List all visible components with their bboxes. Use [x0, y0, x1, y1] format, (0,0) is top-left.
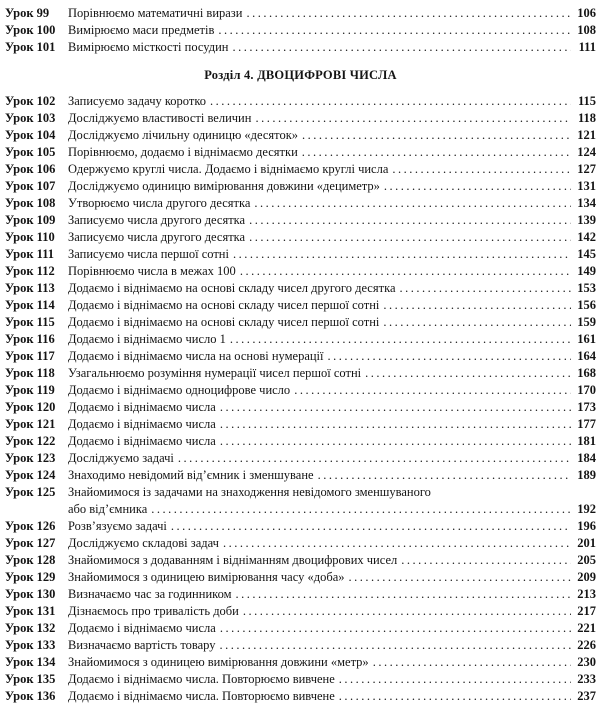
lesson-title: Додаємо і віднімаємо на основі складу чисел другого десятка: [68, 281, 396, 295]
lesson-number: Урок 112: [5, 264, 55, 278]
dot-leader: [254, 195, 571, 212]
toc-entry: [5, 263, 596, 280]
lesson-number: Урок 119: [5, 383, 55, 397]
lesson-title: Знайомимося з одиницею вимірювання довжини «метр»: [68, 655, 369, 669]
lesson-number: Урок 110: [5, 230, 55, 244]
lesson-title: Записуємо задачу коротко: [68, 94, 207, 108]
lesson-number: Урок 122: [5, 434, 56, 448]
toc-entry: [5, 5, 596, 22]
lesson-number: Урок 101: [5, 40, 56, 54]
lesson-title: Порівнюємо математичні вирази: [68, 6, 243, 20]
page-number: 161: [577, 332, 596, 346]
lesson-title: Досліджуємо одиницю вимірювання довжини «дециметр»: [68, 179, 380, 193]
lesson-title: Досліджуємо задачі: [68, 451, 174, 465]
toc-entry: [5, 620, 596, 637]
lesson-title: Записуємо числа першої сотні: [68, 247, 229, 261]
lesson-number: Урок 129: [5, 570, 56, 584]
toc-entry: [5, 552, 596, 569]
page-number: 217: [577, 604, 596, 618]
toc-entry: [5, 314, 596, 331]
page-number: 184: [577, 451, 596, 465]
toc-entry: [5, 110, 596, 127]
lesson-title: Знаходимо невідомий від’ємник і зменшуване: [68, 468, 314, 482]
toc-list-top: [5, 5, 596, 56]
dot-leader: [373, 654, 571, 671]
lesson-number: Урок 99: [5, 6, 50, 20]
toc-list-main: [5, 93, 596, 705]
page-number: 213: [577, 587, 596, 601]
lesson-title: Вимірюємо місткості посудин: [68, 40, 229, 54]
page-number: 127: [577, 162, 596, 176]
lesson-title: Записуємо числа другого десятка: [68, 213, 246, 227]
dot-leader: [220, 433, 571, 450]
lesson-number: Урок 136: [5, 689, 56, 703]
lesson-number: Урок 132: [5, 621, 56, 635]
page-number: 189: [577, 468, 596, 482]
lesson-title: Розв’язуємо задачі: [68, 519, 167, 533]
page-number: 156: [577, 298, 596, 312]
lesson-title: Визначаємо час за годинником: [68, 587, 232, 601]
lesson-number: Урок 135: [5, 672, 56, 686]
page-number: 131: [577, 179, 596, 193]
toc-entry: [5, 484, 596, 518]
toc-entry: [5, 671, 596, 688]
page-number: 149: [577, 264, 596, 278]
page-number: 237: [577, 689, 596, 703]
page-number: 115: [577, 94, 596, 108]
page-number: 192: [577, 502, 596, 516]
lesson-number: Урок 127: [5, 536, 56, 550]
lesson-number: Урок 128: [5, 553, 56, 567]
dot-leader: [392, 161, 571, 178]
dot-leader: [236, 586, 572, 603]
lesson-number: Урок 104: [5, 128, 56, 142]
page-number: 139: [577, 213, 596, 227]
page-number: 173: [577, 400, 596, 414]
toc-entry: [5, 416, 596, 433]
lesson-number: Урок 125: [5, 485, 56, 499]
dot-leader: [384, 178, 571, 195]
dot-leader: [220, 637, 572, 654]
lesson-title: Утворюємо числа другого десятка: [68, 196, 251, 210]
lesson-title: Додаємо і віднімаємо числа. Повторюємо вивчене: [68, 672, 335, 686]
page-number: 209: [577, 570, 596, 584]
lesson-number: Урок 100: [5, 23, 56, 37]
dot-leader: [302, 127, 571, 144]
toc-entry: [5, 467, 596, 484]
page-number: 164: [577, 349, 596, 363]
dot-leader: [249, 229, 571, 246]
section-header: Розділ 4. ДВОЦИФРОВІ ЧИСЛА: [204, 68, 397, 82]
lesson-title: Додаємо і віднімаємо число 1: [68, 332, 226, 346]
dot-leader: [383, 297, 571, 314]
toc-entry: [5, 246, 596, 263]
lesson-title: Додаємо і віднімаємо числа: [68, 621, 216, 635]
toc-entry: [5, 348, 596, 365]
page-number: 111: [578, 40, 596, 54]
page-number: 145: [577, 247, 596, 261]
lesson-title: Додаємо і віднімаємо числа: [68, 417, 216, 431]
lesson-title: Знайомимося з додаванням і відніманням двоцифрових чисел: [68, 553, 398, 567]
page-number: 142: [577, 230, 596, 244]
dot-leader: [233, 246, 571, 263]
toc-entry: [5, 365, 596, 382]
toc-entry: [5, 212, 596, 229]
toc-entry: [5, 382, 596, 399]
toc-entry: [5, 603, 596, 620]
dot-leader: [240, 263, 571, 280]
lesson-title: Знайомимося із задачами на знаходження невідомого зменшуваного: [68, 485, 431, 499]
dot-leader: [383, 314, 571, 331]
dot-leader: [171, 518, 571, 535]
lesson-title: Додаємо і віднімаємо одноцифрове число: [68, 383, 291, 397]
lesson-title: Додаємо і віднімаємо числа: [68, 400, 216, 414]
page-number: 196: [577, 519, 596, 533]
page-number: 168: [577, 366, 596, 380]
toc-entry: [5, 331, 596, 348]
page-number: 108: [577, 23, 596, 37]
toc-entry: [5, 280, 596, 297]
lesson-number: Урок 103: [5, 111, 56, 125]
lesson-number: Урок 105: [5, 145, 56, 159]
dot-leader: [401, 552, 571, 569]
page-number: 153: [577, 281, 596, 295]
lesson-title: Досліджуємо лічильну одиницю «десяток»: [68, 128, 299, 142]
toc-page: [5, 5, 596, 705]
lesson-title: Досліджуємо складові задач: [68, 536, 219, 550]
page-number: 121: [577, 128, 596, 142]
lesson-title: Узагальнюємо розуміння нумерації чисел першої сотні: [68, 366, 362, 380]
lesson-title: Вимірюємо маси предметів: [68, 23, 215, 37]
lesson-number: Урок 126: [5, 519, 56, 533]
page-number: 201: [577, 536, 596, 550]
dot-leader: [223, 535, 571, 552]
dot-leader: [246, 5, 571, 22]
lesson-title: Дізнаємось про тривалість доби: [68, 604, 239, 618]
lesson-number: Урок 117: [5, 349, 55, 363]
dot-leader: [328, 348, 571, 365]
lesson-title: Порівнюємо числа в межах 100: [68, 264, 236, 278]
dot-leader: [151, 501, 571, 518]
lesson-number: Урок 120: [5, 400, 56, 414]
toc-entry: [5, 654, 596, 671]
dot-leader: [220, 620, 571, 637]
lesson-title: Додаємо і віднімаємо числа на основі нумерації: [68, 349, 324, 363]
page-number: 134: [577, 196, 596, 210]
lesson-title: Визначаємо вартість товару: [68, 638, 216, 652]
lesson-title: Додаємо і віднімаємо числа: [68, 434, 216, 448]
toc-entry: [5, 297, 596, 314]
lesson-title: Додаємо і віднімаємо на основі складу чисел першої сотні: [68, 315, 380, 329]
toc-entry: [5, 433, 596, 450]
page-number: 221: [577, 621, 596, 635]
lesson-number: Урок 133: [5, 638, 56, 652]
page-number: 177: [577, 417, 596, 431]
toc-entry: [5, 637, 596, 654]
dot-leader: [339, 688, 571, 705]
dot-leader: [178, 450, 571, 467]
dot-leader: [220, 399, 571, 416]
toc-entry: [5, 535, 596, 552]
lesson-number: Урок 113: [5, 281, 55, 295]
toc-entry: [5, 93, 596, 110]
lesson-number: Урок 121: [5, 417, 56, 431]
toc-entry: [5, 586, 596, 603]
dot-leader: [255, 110, 571, 127]
toc-entry: [5, 399, 596, 416]
dot-leader: [365, 365, 571, 382]
toc-entry: [5, 161, 596, 178]
lesson-number: Урок 114: [5, 298, 55, 312]
page-number: 233: [577, 672, 596, 686]
toc-entry: [5, 22, 596, 39]
lesson-title: Додаємо і віднімаємо числа. Повторюємо вивчене: [68, 689, 335, 703]
toc-entry: [5, 229, 596, 246]
dot-leader: [218, 22, 571, 39]
lesson-number: Урок 116: [5, 332, 55, 346]
dot-leader: [318, 467, 571, 484]
dot-leader: [339, 671, 571, 688]
toc-entry: [5, 569, 596, 586]
page-number: 205: [577, 553, 596, 567]
page-number: 159: [577, 315, 596, 329]
toc-entry: [5, 178, 596, 195]
dot-leader: [302, 144, 571, 161]
lesson-title: Одержуємо круглі числа. Додаємо і віднімаємо круглі числа: [68, 162, 389, 176]
lesson-number: Урок 108: [5, 196, 56, 210]
dot-leader: [400, 280, 572, 297]
dot-leader: [220, 416, 571, 433]
toc-entry: [5, 39, 596, 56]
dot-leader: [230, 331, 571, 348]
toc-entry: [5, 144, 596, 161]
page-number: 118: [577, 111, 596, 125]
lesson-number: Урок 109: [5, 213, 56, 227]
dot-leader: [233, 39, 572, 56]
lesson-number: Урок 115: [5, 315, 55, 329]
lesson-number: Урок 131: [5, 604, 56, 618]
dot-leader: [210, 93, 571, 110]
toc-entry: [5, 450, 596, 467]
lesson-title: Порівнюємо, додаємо і віднімаємо десятки: [68, 145, 298, 159]
lesson-number: Урок 124: [5, 468, 56, 482]
lesson-title: Додаємо і віднімаємо на основі складу чисел першої сотні: [68, 298, 380, 312]
lesson-number: Урок 118: [5, 366, 55, 380]
lesson-number: Урок 111: [5, 247, 55, 261]
lesson-number: Урок 134: [5, 655, 56, 669]
page-number: 124: [577, 145, 596, 159]
lesson-title: Знайомимося з одиницею вимірювання часу «доба»: [68, 570, 345, 584]
dot-leader: [349, 569, 572, 586]
dot-leader: [243, 603, 571, 620]
toc-entry: [5, 518, 596, 535]
page-number: 170: [577, 383, 596, 397]
toc-entry: [5, 688, 596, 705]
page-number: 226: [577, 638, 596, 652]
lesson-number: Урок 106: [5, 162, 56, 176]
page-number: 106: [577, 6, 596, 20]
lesson-number: Урок 102: [5, 94, 56, 108]
lesson-title: Записуємо числа другого десятка: [68, 230, 246, 244]
lesson-title-continued: або від’ємника: [68, 502, 148, 516]
lesson-title: Досліджуємо властивості величин: [68, 111, 252, 125]
lesson-number: Урок 130: [5, 587, 56, 601]
toc-entry: [5, 127, 596, 144]
lesson-number: Урок 123: [5, 451, 56, 465]
page-number: 181: [577, 434, 596, 448]
lesson-number: Урок 107: [5, 179, 56, 193]
dot-leader: [249, 212, 571, 229]
dot-leader: [294, 382, 571, 399]
toc-entry: [5, 195, 596, 212]
page-number: 230: [577, 655, 596, 669]
